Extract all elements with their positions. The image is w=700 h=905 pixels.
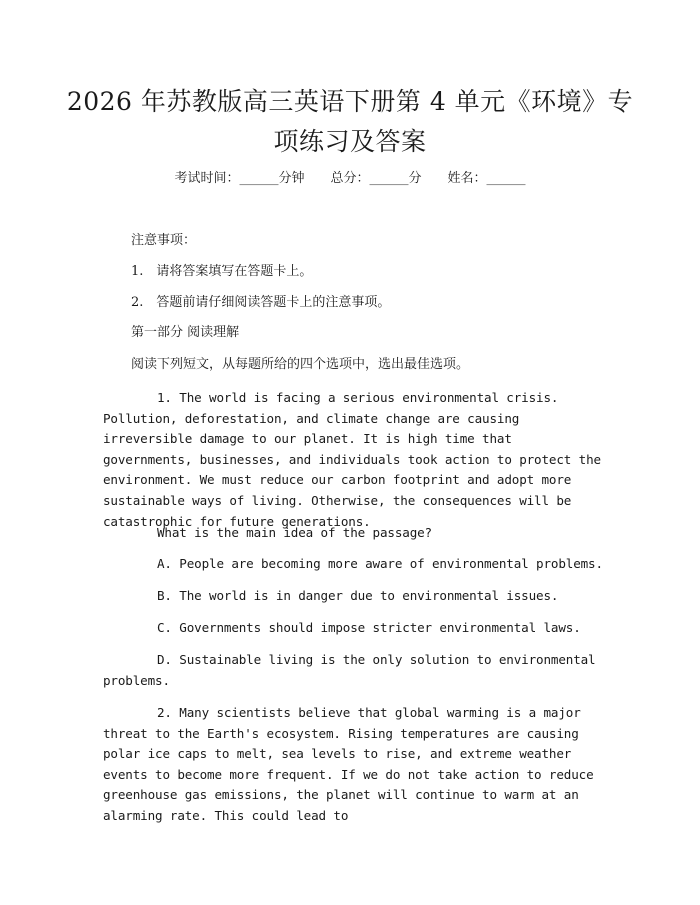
section-instruction: 阅读下列短文，从每题所给的四个选项中，选出最佳选项。 [131,357,470,372]
exam-time-label: 考试时间：______分钟 [174,171,305,186]
document-title: 2026 年苏教版高三英语下册第 4 单元《环境》专项练习及答案 [66,87,634,156]
question-1-option-b: B. The world is in danger due to environmental issues. [157,588,559,603]
total-score-label: 总分：______分 [330,171,422,186]
question-1-stem: What is the main idea of the passage? [157,525,432,540]
student-name-label: 姓名：______ [447,171,526,186]
notice-heading: 注意事项： [131,233,197,248]
passage-2: 2. Many scientists believe that global warming is a major threat to the Earth's ecosystem. Rising temperatures are causing polar ice caps to melt, sea levels to rise, and extreme weather events to become more frequent. If we do not take action to reduce greenhouse gas emissions, the planet will continue to warm at an alarming rate. This could lead to [103,705,594,823]
section-title: 第一部分 阅读理解 [131,325,240,340]
question-1-option-d: D. Sustainable living is the only solution to environmental problems. [103,652,596,688]
notice-item: 2. 答题前请仔细阅读答题卡上的注意事项。 [131,295,391,310]
question-1-option-a: A. People are becoming more aware of environmental problems. [157,556,603,571]
question-1-option-c: C. Governments should impose stricter environmental laws. [157,620,581,635]
notice-item: 1. 请将答案填写在答题卡上。 [131,264,313,279]
exam-meta [0,170,700,188]
passage-1: 1. The world is facing a serious environmental crisis. Pollution, deforestation, and climate change are causing irreversible damage to our planet. It is high time that governments, businesses, and individuals took action to protect the environment. We must reduce our carbon footprint and adopt more sustainable ways of living. Otherwise, the consequences will be catastrophic for future generations. [103,390,601,529]
